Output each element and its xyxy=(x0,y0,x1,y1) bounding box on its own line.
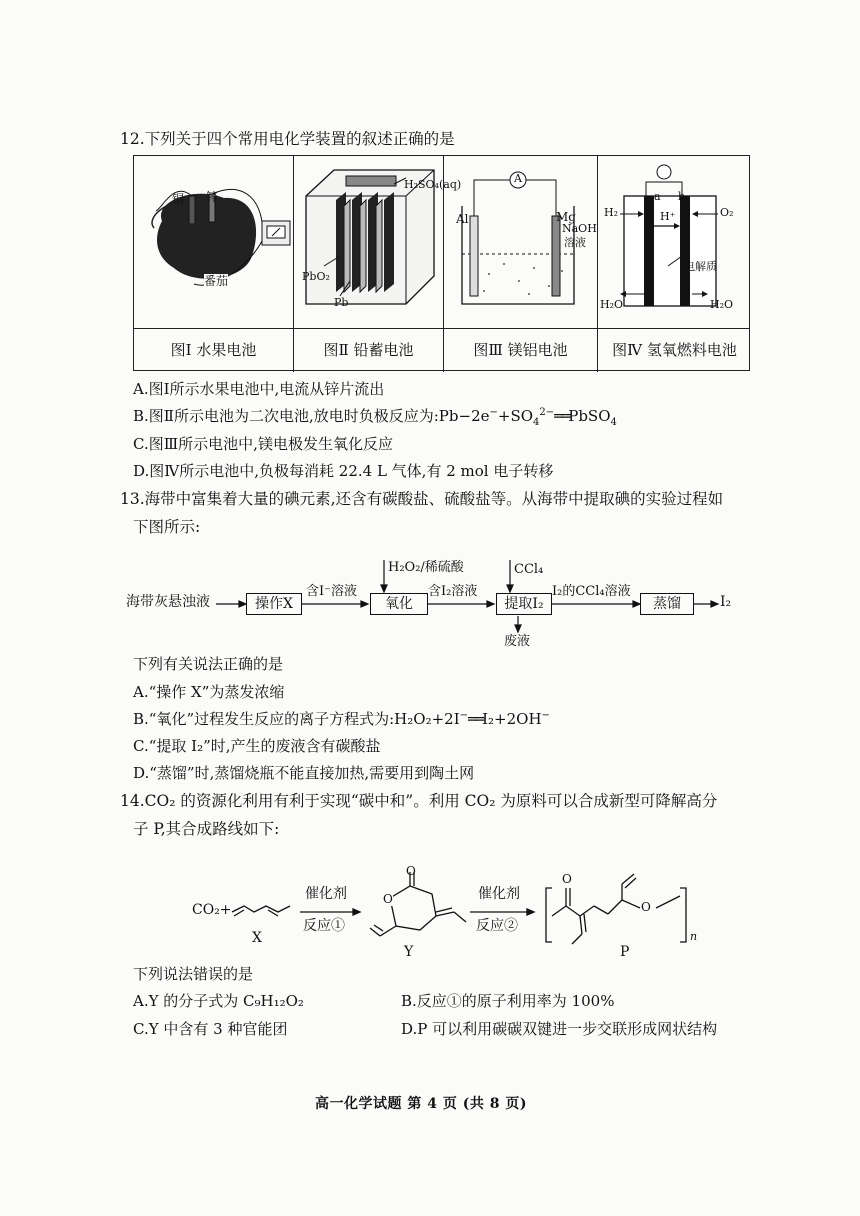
h2o-left-label: H₂O xyxy=(600,298,624,311)
fig1-caption: 图Ⅰ 水果电池 xyxy=(170,341,257,359)
fig4-fuel-cell xyxy=(598,156,751,372)
copper-label: 铜 xyxy=(172,192,185,206)
q13-stem-line1: 13.海带中富集着大量的碘元素,还含有碳酸盐、硫酸盐等。从海带中提取碘的实验过程如 xyxy=(120,490,724,508)
y-carbonyl-o: O xyxy=(406,864,416,878)
q14-stem-line1: 14.CO₂ 的资源化利用有利于实现“碳中和”。利用 CO₂ 为原料可以合成新型可降解高分 xyxy=(120,792,718,810)
q12-figure-table xyxy=(133,155,750,371)
solution-label: 溶液 xyxy=(564,236,586,249)
y-ring-o: O xyxy=(383,892,393,906)
h-plus-label: H⁺ xyxy=(660,210,676,223)
h2-label: H₂ xyxy=(604,206,619,219)
fig3-caption: 图Ⅲ 镁铝电池 xyxy=(473,341,568,359)
pbo2-label: PbO₂ xyxy=(302,270,330,283)
q12-stem: 12.下列关于四个常用电化学装置的叙述正确的是 xyxy=(120,130,455,148)
q13-stem-line2: 下图所示: xyxy=(133,518,201,536)
electrode-a-label: a xyxy=(654,190,661,203)
fig4-caption: 图Ⅳ 氢氧燃料电池 xyxy=(612,341,737,359)
fig2-lead-acid-battery xyxy=(294,156,462,372)
electrolyte-label: 电解质 xyxy=(684,260,717,273)
h2so4-label: H₂SO₄(aq) xyxy=(404,178,462,191)
q12-option-c: C.图Ⅲ所示电池中,镁电极发生氧化反应 xyxy=(133,435,393,453)
ammeter-label: A xyxy=(514,172,522,185)
mg-label: Mg xyxy=(556,210,576,224)
h2o-right-label: H₂O xyxy=(710,298,734,311)
polymer-n: n xyxy=(690,930,698,943)
fruit-battery-diagram xyxy=(134,156,294,328)
label-x: X xyxy=(252,930,262,946)
q13-option-d: D.“蒸馏”时,蒸馏烧瓶不能直接加热,需要用到陶土网 xyxy=(133,764,475,782)
fig3-mg-al-battery xyxy=(444,156,598,372)
flow-box-extract: 提取I₂ xyxy=(496,593,552,615)
q12-option-b: B.图Ⅱ所示电池为二次电池,放电时负极反应为$:Pb-2e^-+SO_4^{2-}══PbSO_4$ xyxy=(133,407,617,428)
tomato-label: 番茄 xyxy=(204,274,229,288)
flow-box-oxidation: 氧化 xyxy=(370,593,428,615)
co2-plus: CO₂+ xyxy=(192,902,232,918)
q13-option-c: C.“提取 I₂”时,产生的废液含有碳酸盐 xyxy=(133,737,381,755)
flow-box-distill: 蒸馏 xyxy=(640,593,694,615)
q14-option-d: D.P 可以利用碳碳双键进一步交联形成网状结构 xyxy=(401,1020,718,1038)
q13-option-b: B.“氧化”过程发生反应的离子方程式为:H₂O₂+2I−══I₂+2OH− xyxy=(133,710,550,728)
q13-option-a: A.“操作 X”为蒸发浓缩 xyxy=(133,683,285,701)
label-y: Y xyxy=(404,944,414,960)
fig2-caption: 图Ⅱ 铅蓄电池 xyxy=(323,341,414,359)
flow-arrow1-label: 含I⁻溶液 xyxy=(306,584,357,599)
p-ether-o: O xyxy=(641,900,651,914)
flow-end: I₂ xyxy=(720,594,732,610)
flow-reagent2: CCl₄ xyxy=(514,562,544,577)
q13-prompt: 下列有关说法正确的是 xyxy=(133,655,284,673)
q14-option-a: A.Y 的分子式为 C₉H₁₂O₂ xyxy=(133,992,304,1010)
catalyst-1: 催化剂 xyxy=(305,886,347,902)
q12-option-a: A.图Ⅰ所示水果电池中,电流从锌片流出 xyxy=(133,380,385,398)
flow-reagent1: H₂O₂/稀硫酸 xyxy=(388,560,464,575)
flow-arrow2-label: 含I₂溶液 xyxy=(428,584,478,599)
naoh-label: NaOH xyxy=(562,222,597,235)
q14-option-c: C.Y 中含有 3 种官能团 xyxy=(133,1020,288,1038)
pb-label: Pb xyxy=(334,296,349,309)
q14-prompt: 下列说法错误的是 xyxy=(133,965,254,983)
page-footer: 高一化学试题 第 4 页 (共 8 页) xyxy=(315,1096,527,1112)
q14-stem-line2: 子 P,其合成路线如下: xyxy=(133,820,280,838)
p-carbonyl-o: O xyxy=(562,872,572,886)
q14-option-b: B.反应①的原子利用率为 100% xyxy=(401,992,615,1010)
o2-label: O₂ xyxy=(720,206,734,219)
flow-box-operation-x: 操作X xyxy=(246,593,302,615)
flow-waste: 废液 xyxy=(504,634,531,649)
al-label: Al xyxy=(456,212,469,226)
flow-start: 海带灰悬浊液 xyxy=(126,594,210,610)
reaction-2: 反应② xyxy=(476,918,518,934)
q12-option-d: D.图Ⅳ所示电池中,负极每消耗 22.4 L 气体,有 2 mol 电子转移 xyxy=(133,462,554,480)
electrode-b-label: b xyxy=(678,190,686,203)
reaction-1: 反应① xyxy=(303,918,345,934)
catalyst-2: 催化剂 xyxy=(478,886,520,902)
zinc-label: 锌 xyxy=(206,190,219,204)
fig1-fruit-battery xyxy=(134,156,294,372)
label-p: P xyxy=(620,944,630,960)
flow-arrow3-label: I₂的CCl₄溶液 xyxy=(552,584,631,599)
